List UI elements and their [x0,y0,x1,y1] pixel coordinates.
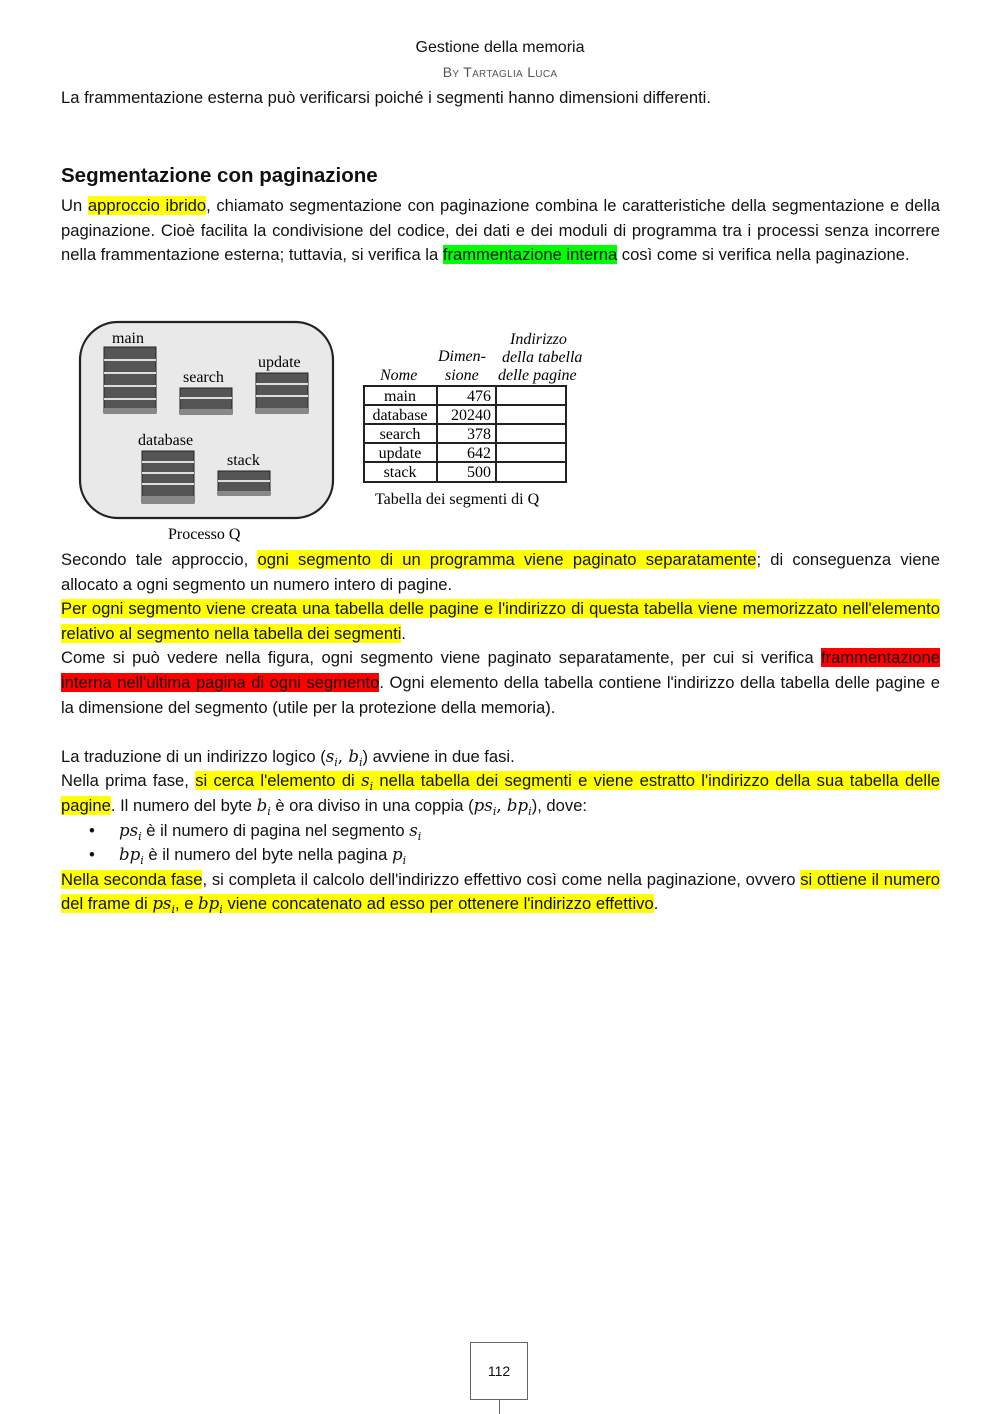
segment-label-stack: stack [227,452,260,469]
segment-block-database [142,451,194,503]
table-header-size-line1: Dimen- [438,348,486,365]
segment-label-search: search [183,369,224,386]
section-paragraph-1: Un approccio ibrido, chiamato segmentazione con paginazione combina le caratteristiche della segmentazione e della paginazione. Cioè facilita la condivisione del codice, dei dati e dei moduli di programma tra i processi senza incorrere nella frammentazione esterna; tuttavia, si verifica la frammentazione interna così come si verifica nella paginazione. [61,196,940,265]
math-bpi: $bp_i$ [198,894,223,917]
segment-label-update: update [258,354,301,371]
segment-block-main [104,347,156,413]
highlight-yellow: si cerca l'elemento di $s_i$ nella tabella dei segmenti e viene estratto l'indirizzo della sua tabella delle pagine [61,771,940,815]
table-header-name: Nome [380,367,418,384]
figure-svg [60,314,600,546]
intro-paragraph [61,86,940,111]
math-bi: $b_i$ [256,795,271,818]
body-text [61,548,940,917]
highlight-yellow: si ottiene il numero del frame di $ps_i$, e $bp_i$ viene concatenato ad esso per ottenere l'indirizzo effettivo [61,869,940,917]
list-item: • $bp_i$ è il numero del byte nella pagina $p_i$ [61,843,940,868]
table-row-size-stack: 500 [467,464,491,481]
highlight-yellow: approccio ibrido [87,196,207,215]
highlight-yellow: Nella seconda fase [61,869,203,889]
paragraph-3: Per ogni segmento viene creata una tabella delle pagine e l'indirizzo di questa tabella viene memorizzato nell'elemento relativo al segmento nella tabella dei segmenti. [61,599,940,643]
math-psi: $ps_i$ [152,894,175,917]
table-row-size-database: 20240 [451,407,491,424]
process-caption: Processo Q [168,526,241,543]
highlight-yellow: Per ogni segmento viene creata una tabella delle pagine e l'indirizzo di questa tabella viene memorizzato nell'elemento relativo al segmento nella tabella dei segmenti [61,599,940,643]
paragraph-2: Secondo tale approccio, ogni segmento di un programma viene paginato separatamente; di conseguenza viene allocato a ogni segmento un numero intero di pagine. [61,550,941,594]
table-row-name-database: database [372,407,428,424]
highlight-green: frammentazione interna [442,245,618,265]
table-header-size-line2: sione [445,367,479,384]
table-row-name-search: search [379,426,421,443]
math-si: $s_i$ [409,820,422,843]
table-row-name-update: update [378,445,422,462]
bullet-list [61,819,940,868]
segment-label-database: database [138,432,194,449]
running-header-title: Gestione della memoria [415,39,585,56]
segment-block-stack [218,471,270,495]
math-psi: $ps_i$ [119,820,142,843]
segment-block-update [256,373,308,413]
table-caption: Tabella dei segmenti di Q [375,491,540,508]
page-number: 112 [470,1342,528,1400]
math-bpi: $bp_i$ [119,845,144,868]
segment-block-search [180,388,232,414]
math-si: $s_i$ [361,771,374,794]
paragraph-7: Nella seconda fase, si completa il calcolo dell'indirizzo effettivo così come nella paginazione, ovvero si ottiene il numero del frame di $ps_i$, e $bp_i$ viene concatenato ad esso per ottenere l'indirizzo effettivo. [61,869,940,917]
math-pi: $p_i$ [391,845,407,868]
table-row-size-update: 642 [467,445,491,462]
table-row-name-stack: stack [383,464,417,481]
math-psi-bpi: $ps_i$, $bp_i$ [473,795,532,818]
paragraph-4: Come si può vedere nella figura, ogni segmento viene paginato separatamente, per cui si verifica frammentazione interna nell'ultima pagina di ogni segmento. Ogni elemento della tabella contiene l'indirizzo della tabella delle pagine e la dimensione del segmento (utile per la protezione della memoria). [61,648,940,717]
math-si-bi: $s_i$, $b_i$ [325,746,363,769]
table-row-size-search: 378 [467,426,491,443]
segment-label-main: main [112,330,144,347]
highlight-yellow: ogni segmento di un programma viene paginato separatamente [257,550,757,569]
list-item: • $ps_i$ è il numero di pagina nel segmento $s_i$ [61,819,940,844]
intro-line: La frammentazione esterna può verificarsi poiché i segmenti hanno dimensioni differenti. [61,88,711,107]
section-title: Segmentazione con paginazione [61,164,378,187]
table-header-addr-line2: della tabella [502,349,583,366]
segmentation-figure [60,314,600,546]
table-row-name-main: main [384,388,416,405]
highlight-red: frammentazione interna nell'ultima pagina di ogni segmento [61,648,940,692]
running-header-author: By Tartaglia Luca [442,64,558,80]
table-row-size-main: 476 [467,388,491,405]
table-header-addr-line3: delle pagine [498,367,577,384]
table-header-addr-line1: Indirizzo [510,331,567,348]
paragraph-5: La traduzione di un indirizzo logico ($s_i$, $b_i$) avviene in due fasi. [61,746,515,769]
paragraph-6: Nella prima fase, si cerca l'elemento di $s_i$ nella tabella dei segmenti e viene estratto l'indirizzo della sua tabella delle pagine. Il numero del byte $b_i$ è ora diviso in una coppia ($ps_i$, $bp_i$), dove: [61,771,940,818]
page-number-tick [499,1400,500,1414]
